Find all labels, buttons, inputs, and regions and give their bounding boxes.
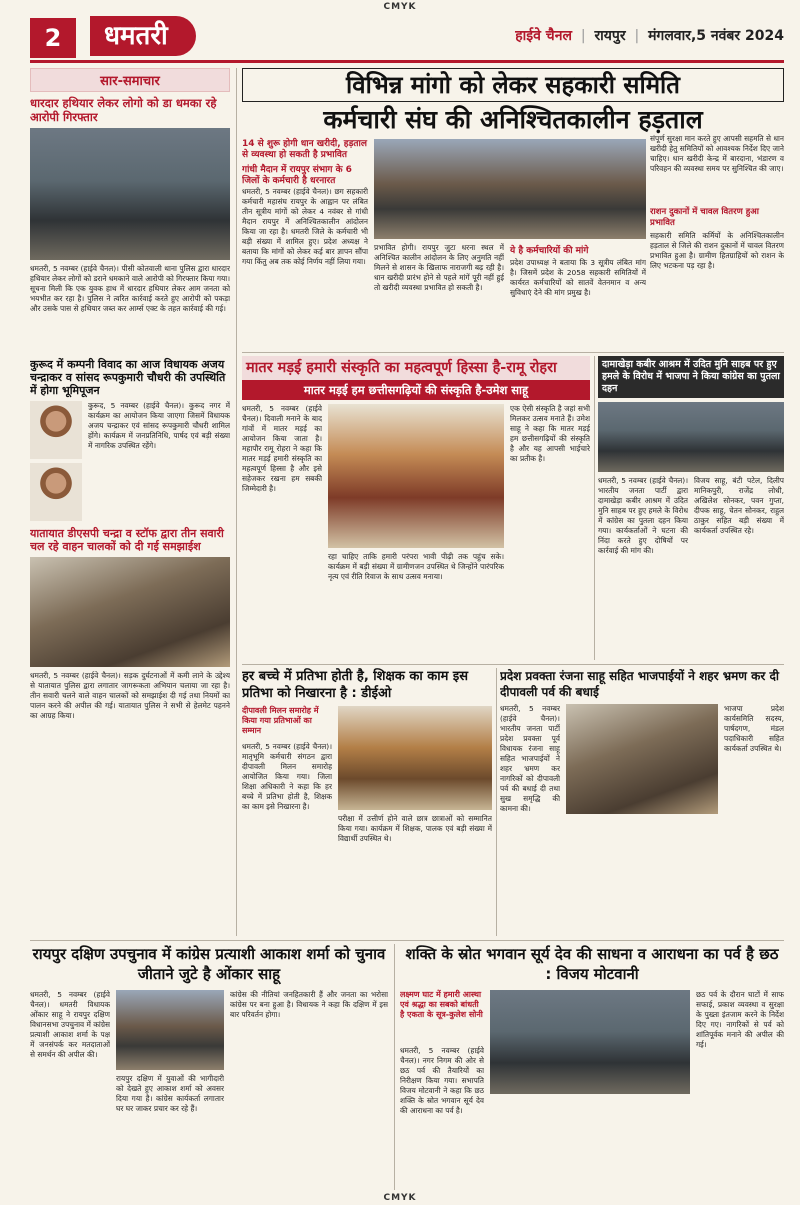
print-registration-mark-bottom: CMYK [383, 1193, 417, 1203]
issue-date: मंगलवार,5 नवंबर 2024 [648, 28, 784, 44]
traffic-police-photo [30, 557, 230, 667]
story-body: रहा चाहिए ताकि हमारी परंपरा भावी पीढ़ी तक पहुंच सके। कार्यक्रम में बड़ी संख्या में ग्रामीणजन उपस्थित थे जिन्होंने पारंपरिक नृत्य एवं रीति रिवाज के साथ उत्सव मनाया। [328, 552, 504, 581]
story-body: रायपुर दक्षिण में युवाओं की भागीदारी को देखते हुए आकाश शर्मा को अवसर दिया गया है। कांग्रेस कार्यकर्ता लगातार घर घर जाकर प्रचार कर रहे हैं। [116, 1074, 224, 1113]
section-divider [242, 664, 784, 665]
column-divider [236, 68, 237, 936]
channel-name: हाईवे चैनल [515, 28, 572, 44]
story-body: विजय साहू, बंटी पटेल, दिलीप मानिकपुरी, राजेंद्र लोधी, अखिलेश सोनकर, पवन गुप्ता, दीपक साहू, चेतन सोनकर, राहुल ठाकुर सहित बड़ी संख्या में कार्यकर्ता उपस्थित रहे। [694, 476, 784, 535]
diwali-greetings-photo [566, 704, 718, 814]
print-registration-mark-top: CMYK [383, 2, 417, 12]
lead-headline-line2: कर्मचारी संघ की अनिश्चितकालीन हड़ताल [323, 105, 703, 134]
mla-portrait [30, 401, 82, 459]
masthead-right [515, 26, 784, 45]
matar-madai-photo [328, 404, 504, 548]
ranjana-body [500, 704, 784, 926]
story-body: धमतरी, 5 नवम्बर (हाईवे चैनल)। मातृभूमि कर्मचारी संगठन द्वारा दीपावली मिलन समारोह आयोजित किया गया। जिला शिक्षा अधिकारी ने कहा कि हर बच्चे में प्रतिभा होती है, शिक्षक का काम इसे निखारना है। [242, 742, 332, 811]
story-body: एक ऐसी संस्कृति है जहां सभी मिलकर उत्सव मनाते हैं। उमेश साहू ने कहा कि मातर मड़ई हम छत्तीसगढ़ियों की संस्कृति है और यह आपसी भाईचारे का प्रतीक है। [510, 404, 590, 463]
effigy-story [598, 356, 784, 660]
story-subheadline: मातर मड़ई हम छत्तीसगढ़ियों की संस्कृति है-उमेश साहू [242, 380, 590, 400]
story-body: धमतरी, 5 नवम्बर (हाईवे चैनल)। सड़क दुर्घटनाओं में कमी लाने के उद्देश्य से यातायात पुलिस द्वारा लगातार जागरूकता अभियान चलाया जा रहा है। तीन सवारी चलने वाले वाहन चालकों को समझाईश दी गई तथा नियमों का पालन करने की अपील की गई। यातायात पुलिस ने सभी से हेलमेट पहनने का आग्रह किया। [30, 671, 230, 720]
story-body: छठ पर्व के दौरान घाटों में साफ सफाई, प्रकाश व्यवस्था व सुरक्षा के पुख्ता इंतजाम करने के निर्देश दिए गए। नागरिकों से पर्व को शांतिपूर्वक मनाने की अपील की गई। [696, 990, 784, 1049]
akash-story [30, 944, 388, 1190]
lead-bullet: गांधी मैदान में रायपुर संभाग के 6 जिलों के कर्मचारी है धरनारत [242, 165, 352, 186]
section-label: सार-समाचार [30, 68, 230, 92]
story-bullet: लक्ष्मण घाट में हमारी आस्था एवं श्रद्धा का सबको बांधती है एकता के सूत्र-कुलेश सोनी [400, 990, 483, 1019]
strike-crowd-photo [374, 139, 646, 239]
ranjana-story [500, 668, 784, 936]
lead-right-column [650, 134, 784, 348]
city-section-title: धमतरी [90, 16, 196, 56]
deo-body [242, 706, 492, 918]
sar-samachar-column [30, 68, 230, 936]
story-headline: कुरूद में कम्पनी विवाद का आज विधायक अजय चन्द्राकर व सांसद रूपकुमारी चौधरी की उपस्थिति में होगा भूमिपूजन [30, 358, 226, 397]
story-body: धमतरी, 5 नवम्बर (हाईवे चैनल)। धमतरी विधायक ओंकार साहू ने रायपुर दक्षिण विधानसभा उपचुनाव में कांग्रेस प्रत्याशी आकाश शर्मा के पक्ष में जनसंपर्क कर मतदाताओं से समर्थन की अपील की। [30, 990, 110, 1059]
story-body: कुरूद, 5 नवम्बर (हाईवे चैनल)। कुरूद नगर में कार्यक्रम का आयोजन किया जाएगा जिसमें विधायक अजय चन्द्राकर एवं सांसद रूपकुमारी चौधरी शामिल होंगे। कार्यक्रम में जनप्रतिनिधि, पार्षद एवं बड़ी संख्या में नागरिक उपस्थित रहेंगे। [88, 401, 230, 450]
story-headline: रायपुर दक्षिण उपचुनाव में कांग्रेस प्रत्याशी आकाश शर्मा को चुनाव जीताने जुटे है ओंकार साहू [32, 945, 386, 983]
lead-subhead: राशन दुकानों में चावल वितरण हुआ प्रभावित [650, 207, 759, 228]
campaign-photo [116, 990, 224, 1070]
story-headline: मातर मड़ई हमारी संस्कृति का महत्वपूर्ण हिस्सा है-रामू रोहरा [242, 356, 590, 380]
lead-bullets [242, 139, 368, 187]
chhath-inspection-photo [490, 990, 690, 1094]
story-body: भाजपा प्रदेश कार्यसमिति सदस्य, पार्षदगण, मंडल पदाधिकारी सहित कार्यकर्ता उपस्थित थे। [724, 704, 784, 753]
section-divider [30, 940, 784, 941]
effigy-body [598, 476, 784, 658]
ramu-body [242, 404, 590, 660]
page-number: 2 [30, 18, 76, 58]
column-divider [594, 356, 595, 660]
lead-body: प्रदेश उपाध्यक्ष ने बताया कि 3 सूत्रीय लंबित मांग है। जिसमें प्रदेश के 2058 सहकारी समितियों में कार्यरत कर्मचारियों को सातवें वेतनमान व अन्य सुविधाएं देने की मांग प्रमुख है। [510, 258, 646, 297]
police-arrest-photo [30, 128, 230, 260]
lead-body: सहकारी समिति कर्मियों के अनिश्चितकालीन हड़ताल से जिले की राशन दुकानों में चावल वितरण प्रभावित हुआ है। ग्रामीण हितग्राहियों को राशन के लिए भटकना पड़ रहा है। [650, 231, 784, 270]
story-body: धमतरी, 5 नवम्बर (हाईवे चैनल)। भारतीय जनता पार्टी प्रदेश प्रवक्ता पूर्व विधायक रंजना साहू सहित भाजपाईयों ने शहर भ्रमण कर नागरिकों को दीपावली पर्व की बधाई दी तथा सुख समृद्धि की कामना की। [500, 704, 560, 813]
story-headline: हर बच्चे में प्रतिभा होती है, शिक्षक का काम इस प्रतिभा को निखारना है : डीईओ [242, 669, 469, 701]
story-headline: शक्ति के स्रोत भगवान सूर्य देव की साधना व आराधना का पर्व है छठ : विजय मोटवानी [405, 945, 779, 983]
lead-body: संपूर्ण सुरक्षा मान करते हुए आपसी सहमति से धान खरीदी हेतु समितियों को आवश्यक निर्देश दिए जाने चाहिए। धान खरीदी केन्द्र में बारदाना, भंडारण व परिवहन की व्यवस्था समय पर सुनिश्चित की जाए। [650, 134, 784, 173]
story-body: धमतरी, 5 नवम्बर (हाईवे चैनल)। दिवाली मनाने के बाद गांवों में मातर मड़ई का आयोजन किया जाता है। महापौर रामू रोहरा ने कहा कि मातर मड़ई हमारी संस्कृति का महत्वपूर्ण हिस्सा है और इसे सहेजकर रखना हम सबकी जिम्मेदारी है। [242, 404, 322, 493]
chhath-story [400, 944, 784, 1190]
lead-headline-line1: विभिन्न मांगो को लेकर सहकारी समिति [242, 68, 784, 102]
story-bullet: दीपावली मिलन समारोह में किया गया प्रतिभाओं का सम्मान [242, 706, 319, 735]
story-body: धमतरी, 5 नवम्बर (हाईवे चैनल)। भारतीय जनता पार्टी द्वारा दामाखेड़ा कबीर आश्रम में उदित मुनि साहब पर हुए हमले के विरोध में कांग्रेस का पुतला दहन किया गया। कार्यकर्ताओं ने घटना की निंदा करते हुए दोषियों पर कार्रवाई की मांग की। [598, 476, 688, 555]
story-body: धमतरी, 5 नवम्बर (हाईवे चैनल)। नगर निगम की ओर से छठ पर्व की तैयारियों का निरीक्षण किया गया। सभापति विजय मोटवानी ने कहा कि छठ शक्ति के स्रोत भगवान सूर्य देव की आराधना का पर्व है। [400, 1046, 484, 1115]
felicitation-photo [338, 706, 492, 810]
story-body: परीक्षा में उत्तीर्ण होने वाले छात्र छात्राओं को सम्मानित किया गया। कार्यक्रम में शिक्षक, पालक एवं बड़ी संख्या में विद्यार्थी उपस्थित थे। [338, 814, 492, 843]
ramu-rohra-story [242, 356, 590, 660]
lead-bullet: 14 से शुरू होगी धान खरीदी, हड़ताल से व्यवस्था हो सकती है प्रभावित [242, 139, 367, 160]
story-headline: प्रदेश प्रवक्ता रंजना साहू सहित भाजपाईयों ने शहर भ्रमण कर दी दीपावली पर्व की बधाई [500, 669, 779, 699]
story2-block [30, 401, 230, 523]
column-divider [394, 944, 395, 1190]
lead-demands [510, 243, 646, 344]
separator: | [580, 28, 586, 44]
mp-portrait [30, 463, 82, 521]
masthead [30, 14, 784, 63]
story-headline: धारदार हथियार लेकर लोगो को डा धमका रहे आरोपी गिरफ्तार [30, 96, 217, 124]
deo-story [242, 668, 492, 936]
effigy-protest-photo [598, 402, 784, 472]
lead-subhead: ये है कर्मचारियों की मांगे [510, 246, 589, 256]
section-divider [242, 352, 784, 353]
story-body: कांग्रेस की नीतियां जनहितकारी हैं और जनता का भरोसा कांग्रेस पर बना हुआ है। विधायक ने कहा कि दक्षिण में इस बार परिवर्तन होगा। [230, 990, 388, 1019]
column-divider [496, 668, 497, 936]
story-body: धमतरी, 5 नवम्बर (हाईवे चैनल)। पीसी कोतवाली थाना पुलिस द्वारा धारदार हथियार लेकर लोगों को डराने धमकाने वाले आरोपी को गिरफ्तार किया गया। सूचना मिली कि एक युवक हाथ में धारदार हथियार लेकर आम जनता को भयभीत कर रहा है। पुलिस ने त्वरित कार्रवाई करते हुए आरोपी को पकड़ा और उसके पास से हथियार जब्त कर आर्म्स एक्ट के तहत कार्रवाई की गई। [30, 264, 230, 313]
story-headline: दामाखेड़ा कबीर आश्रम में उदित मुनि साहब पर हुए हमले के विरोध में भाजपा ने किया कांग्रेस का पुतला दहन [598, 356, 784, 398]
chhath-body [400, 990, 784, 1180]
lead-body: धमतरी, 5 नवम्बर (हाईवे चैनल)। छग सहकारी कर्मचारी महासंघ रायपुर के आह्वान पर लंबित तीन सूत्रीय मांगों को लेकर 4 नवंबर से गांधी मैदान रायपुर में अनिश्चितकालीन आंदोलन किया जा रहा है। धमतरी जिले के कर्मचारी भी बड़ी संख्या में शामिल हुए। प्रदेश अध्यक्ष ने बताया कि मांगों को लेकर कई बार ज्ञापन सौंपा गया किंतु अब तक कोई निर्णय नहीं लिया गया। [242, 187, 368, 266]
akash-body [30, 990, 388, 1180]
separator: | [634, 28, 640, 44]
story-headline: यातायात डीएसपी चन्द्रा व स्टॉफ द्वारा तीन सवारी चल रहे वाहन चालकों को दी गई समझाईश [30, 527, 224, 553]
lead-body: प्रभावित होगी। रायपुर जुटा धरना स्थल में अनिश्चित कालीन आंदोलन के लिए अनुमति नहीं मिलने से शासन के खिलाफ नाराजगी बढ़ रही है। धान खरीदी प्रारंभ होने से पहले मांगें पूरी नहीं हुई तो खरीदी व्यवस्था प्रभावित हो सकती है। [374, 243, 504, 292]
place-label: रायपुर [594, 28, 626, 44]
